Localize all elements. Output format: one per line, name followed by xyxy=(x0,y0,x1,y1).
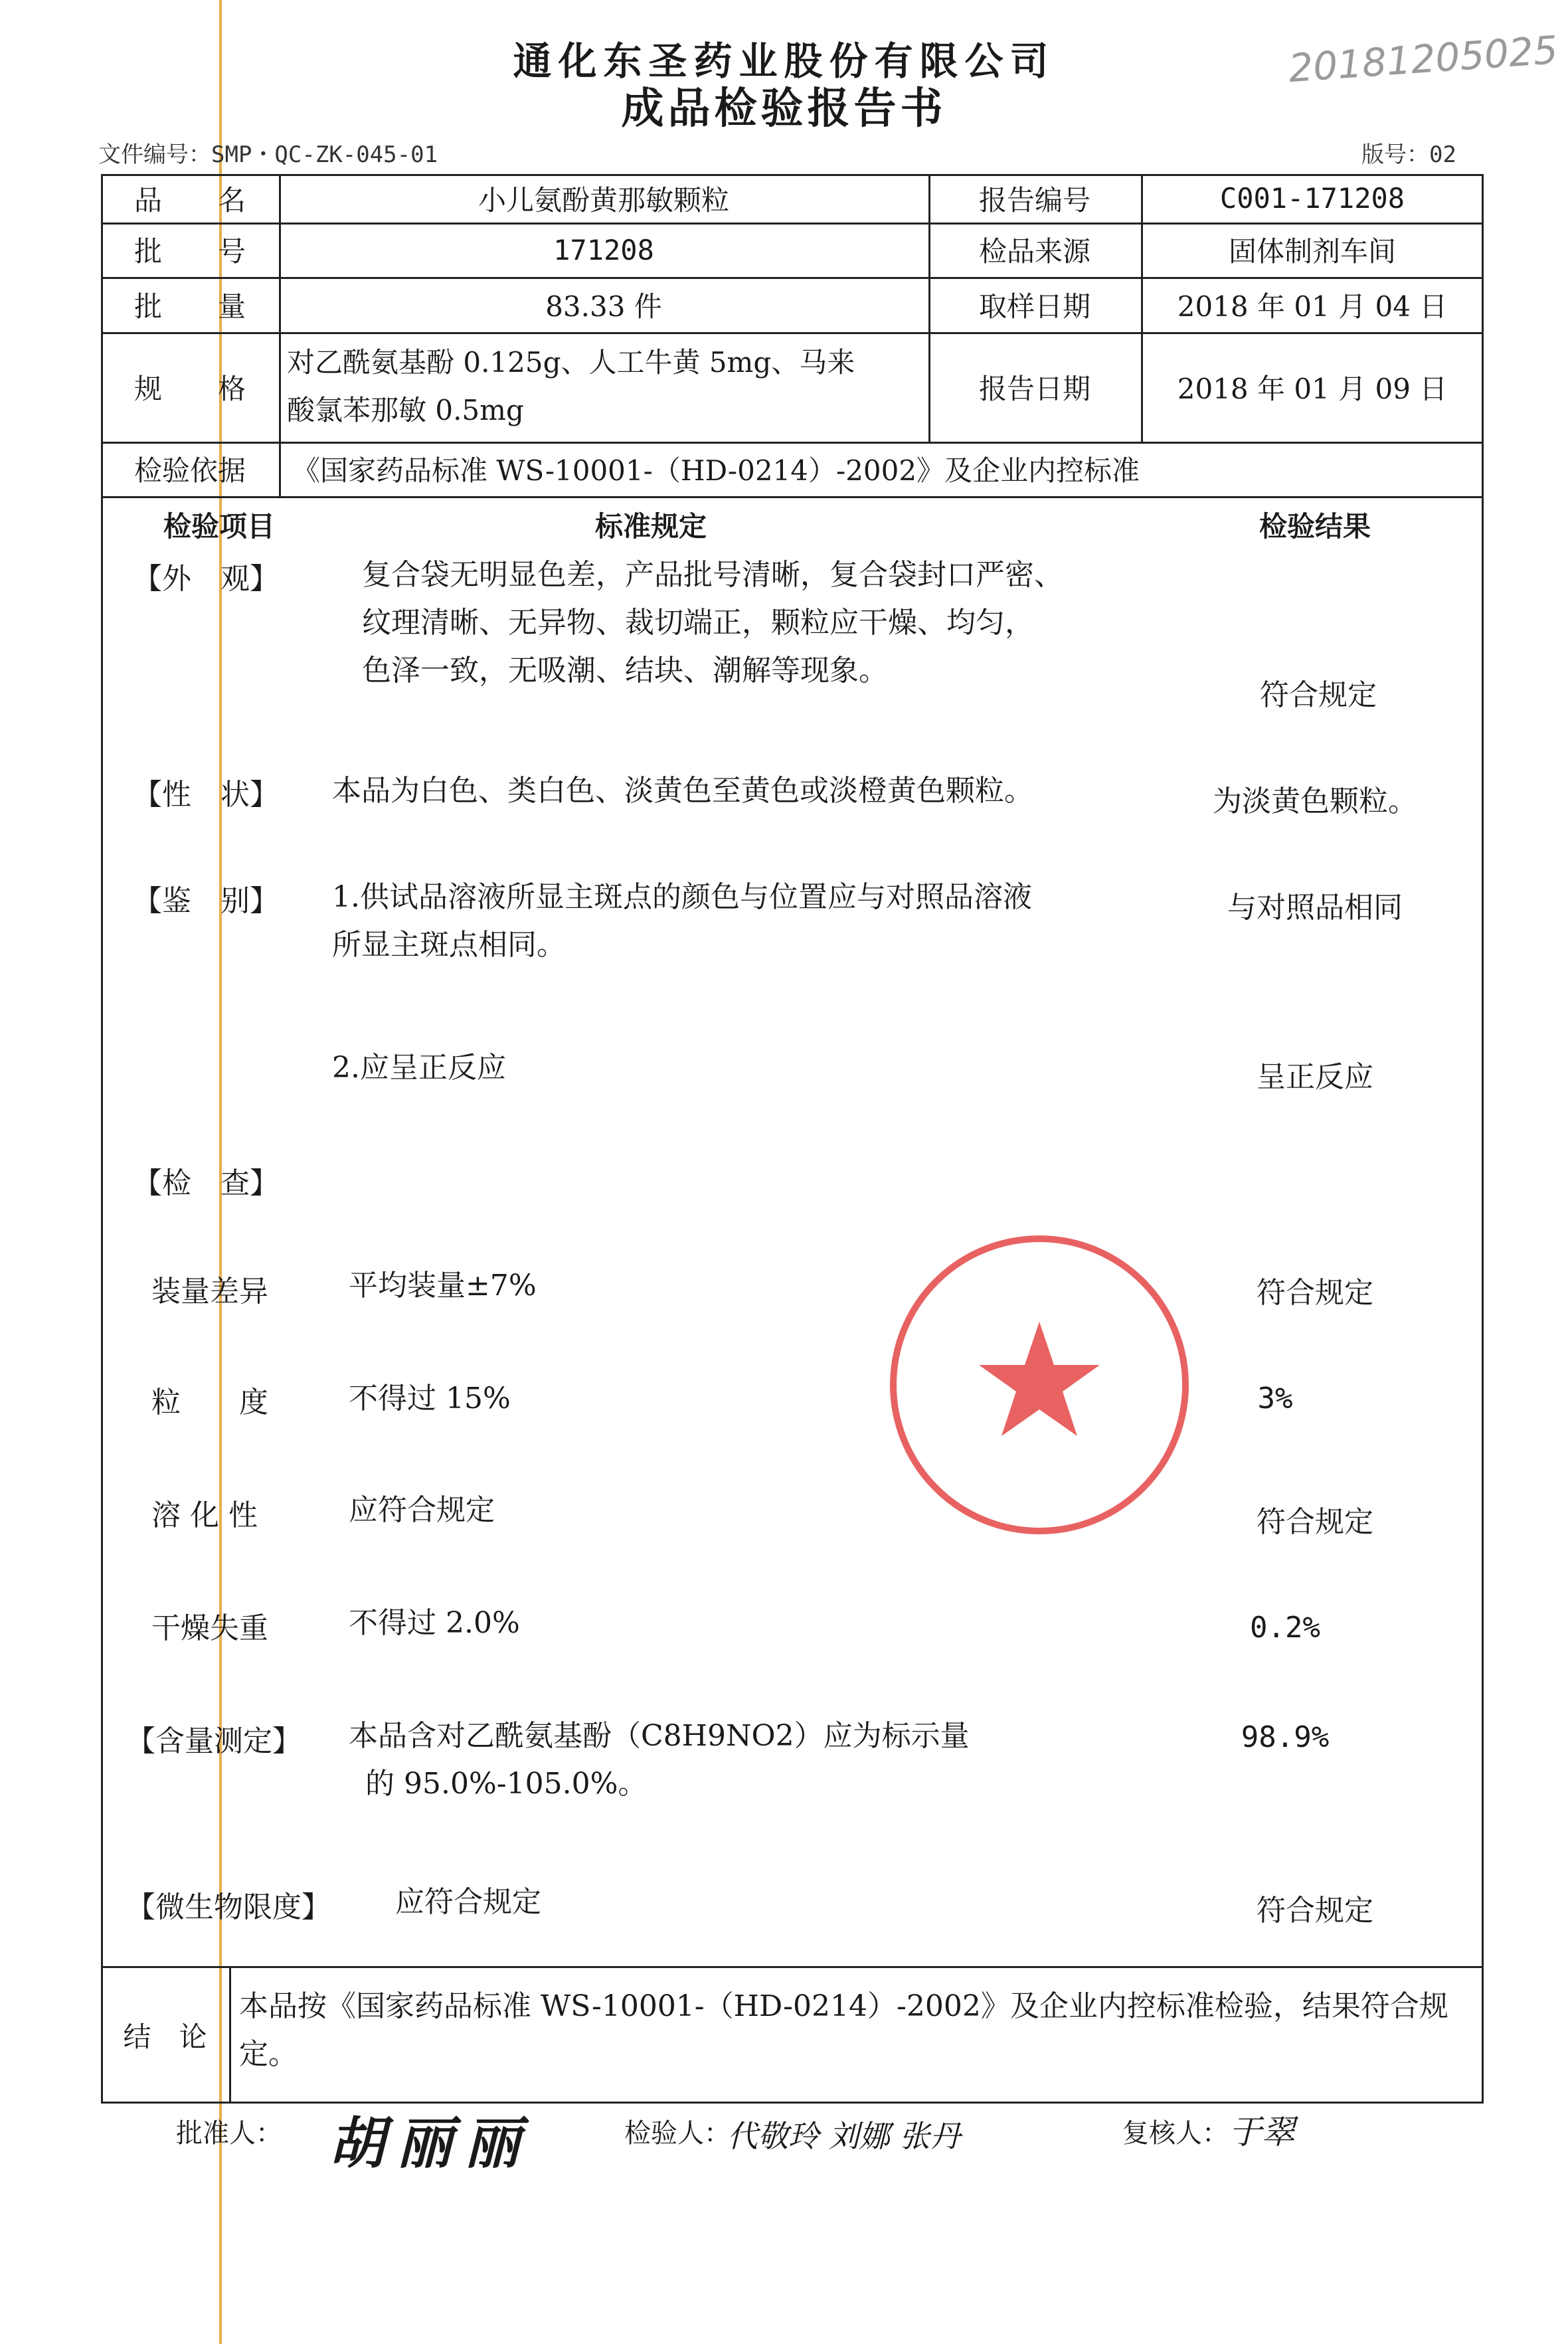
test-microbial-result: 符合规定 xyxy=(1257,1894,1373,1928)
standard-line: 所显主斑点相同。 xyxy=(332,928,566,962)
test-dissolve-standard: 应符合规定 xyxy=(349,1493,495,1527)
spec-line: 对乙酰氨基酚 0.125g、人工牛黄 5mg、马来 xyxy=(287,346,855,379)
approver-signature: 胡丽丽 xyxy=(329,2110,533,2176)
test-assay-standard xyxy=(349,1712,1212,1808)
conclusion-line: 本品按《国家药品标准 WS-10001-（HD-0214）-2002》及企业内控标准检验，结果符合规 xyxy=(239,1989,1448,2023)
test-character-standard: 本品为白色、类白色、淡黄色至黄色或淡橙黄色颗粒。 xyxy=(332,774,1033,808)
test-appearance-standard xyxy=(362,551,1225,695)
report-title: 成品检验报告书 xyxy=(621,84,947,134)
row-divider xyxy=(101,496,1484,498)
inspector-label: 检验人： xyxy=(624,2118,731,2149)
sample-date-value: 2018 年 01 月 04 日 xyxy=(1177,290,1448,323)
test-dry-result: 0.2% xyxy=(1250,1611,1320,1645)
column-header-standard: 标准规定 xyxy=(594,510,707,543)
reviewer-label: 复核人： xyxy=(1122,2118,1229,2149)
test-appearance-label: 【外 观】 xyxy=(133,562,279,596)
standard-line: 纹理清晰、无异物、裁切端正，颗粒应干燥、均匀， xyxy=(362,606,1034,640)
report-no-label: 报告编号 xyxy=(978,183,1090,217)
standard-line: 的 95.0%-105.0%。 xyxy=(365,1767,648,1801)
spec-label: 规 格 xyxy=(133,372,246,405)
test-microbial-label: 【微生物限度】 xyxy=(126,1890,331,1924)
batch-value: 171208 xyxy=(553,233,654,266)
report-date-value: 2018 年 01 月 09 日 xyxy=(1177,372,1448,405)
test-appearance-result: 符合规定 xyxy=(1260,678,1377,712)
column-header-item: 检验项目 xyxy=(163,510,275,543)
test-fill-label: 装量差异 xyxy=(151,1275,268,1308)
batch-label: 批 号 xyxy=(133,235,246,268)
basis-value: 《国家药品标准 WS-10001-（HD-0214）-2002》及企业内控标准 xyxy=(292,454,1140,487)
standard-line: 复合袋无明显色差，产品批号清晰，复合袋封口严密、 xyxy=(362,558,1063,592)
name-label: 品 名 xyxy=(133,183,246,217)
version-number: 版号：02 xyxy=(1361,141,1456,168)
company-seal xyxy=(883,1229,1195,1541)
test-dissolve-result: 符合规定 xyxy=(1257,1505,1373,1539)
company-name: 通化东圣药业股份有限公司 xyxy=(513,39,1055,84)
source-label: 检品来源 xyxy=(978,235,1090,268)
name-value: 小儿氨酚黄那敏颗粒 xyxy=(478,183,729,217)
report-date-label: 报告日期 xyxy=(978,372,1090,405)
test-identification-result-1: 与对照品相同 xyxy=(1227,891,1403,925)
test-identification-standard-1 xyxy=(332,873,1195,969)
quantity-label: 批 量 xyxy=(133,290,246,323)
inspector-signature: 代敬玲 刘娜 张丹 xyxy=(727,2118,961,2154)
standard-line: 1.供试品溶液所显主斑点的颜色与位置应与对照品溶液 xyxy=(332,880,1032,914)
test-fill-standard: 平均装量±7% xyxy=(349,1269,537,1303)
row-divider xyxy=(101,1966,1484,1968)
standard-line: 本品含对乙酰氨基酚（C8H9NO2）应为标示量 xyxy=(349,1719,970,1753)
test-assay-label: 【含量测定】 xyxy=(126,1724,302,1758)
document-number: 文件编号：SMP・QC-ZK-045-01 xyxy=(98,141,438,168)
conclusion-line: 定。 xyxy=(239,2037,298,2071)
column-divider xyxy=(229,1966,231,2104)
report-no-value: C001-171208 xyxy=(1219,182,1405,215)
basis-label: 检验依据 xyxy=(133,454,246,487)
test-granule-label: 粒 度 xyxy=(151,1386,268,1419)
test-character-result: 为淡黄色颗粒。 xyxy=(1213,784,1417,818)
test-dry-standard: 不得过 2.0% xyxy=(349,1606,520,1640)
test-fill-result: 符合规定 xyxy=(1257,1276,1373,1310)
conclusion-text xyxy=(239,1983,1474,2078)
test-check-label: 【检 查】 xyxy=(133,1166,279,1200)
test-granule-result: 3% xyxy=(1257,1382,1293,1415)
approver-label: 批准人： xyxy=(176,2118,282,2149)
standard-line: 色泽一致，无吸潮、结块、潮解等现象。 xyxy=(362,654,888,687)
test-identification-label: 【鉴 别】 xyxy=(133,884,279,918)
source-value: 固体制剂车间 xyxy=(1228,235,1396,268)
spec-line: 酸氯苯那敏 0.5mg xyxy=(287,394,524,426)
test-dissolve-label: 溶 化 性 xyxy=(151,1498,258,1532)
reviewer-signature: 于翠 xyxy=(1229,2113,1295,2151)
test-identification-standard-2: 2.应呈正反应 xyxy=(332,1051,506,1085)
conclusion-label: 结 论 xyxy=(123,2020,207,2053)
test-microbial-standard: 应符合规定 xyxy=(395,1885,541,1919)
test-assay-result: 98.9% xyxy=(1241,1720,1330,1754)
sample-date-label: 取样日期 xyxy=(978,290,1090,323)
test-granule-standard: 不得过 15% xyxy=(349,1382,511,1415)
quantity-value: 83.33 件 xyxy=(545,290,662,323)
column-header-result: 检验结果 xyxy=(1259,510,1371,543)
handwritten-number: 20181205025 xyxy=(1287,27,1559,92)
test-dry-label: 干燥失重 xyxy=(151,1611,268,1645)
test-identification-result-2: 呈正反应 xyxy=(1257,1060,1373,1094)
test-character-label: 【性 状】 xyxy=(133,778,279,812)
spec-value xyxy=(287,339,924,434)
